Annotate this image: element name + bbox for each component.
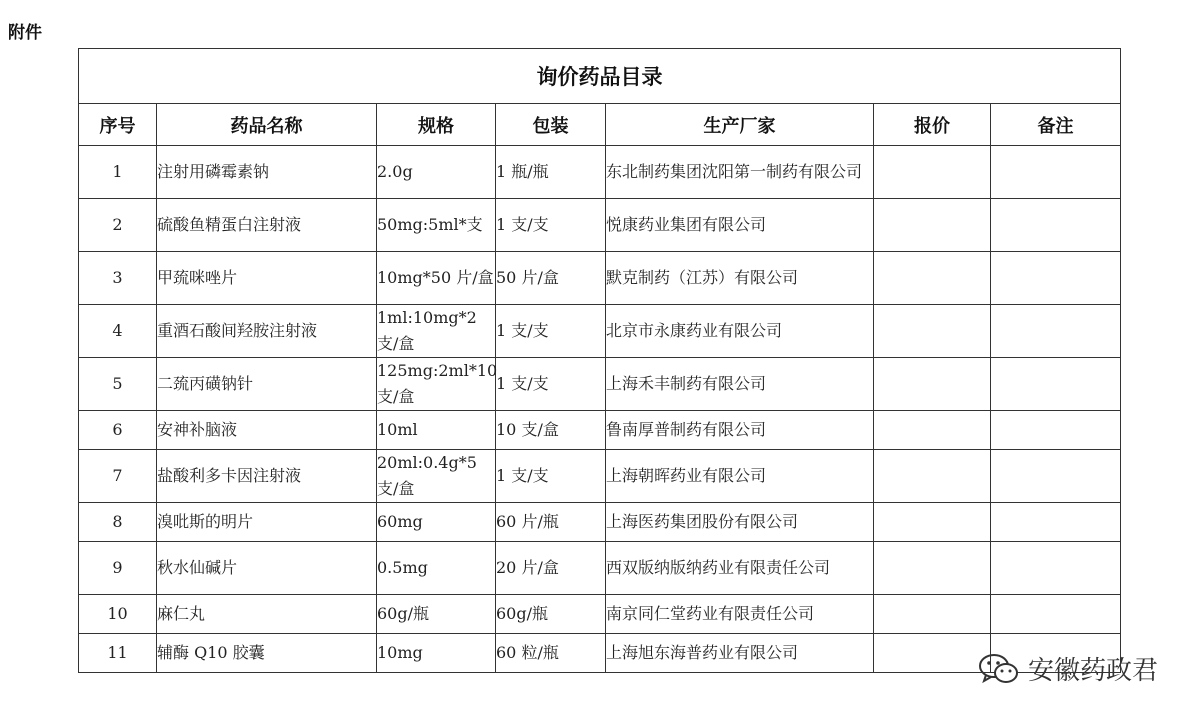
row-index: 10 [79, 595, 157, 634]
remark-cell [991, 358, 1121, 411]
drug-name-cell: 秋水仙碱片 [157, 542, 377, 595]
spec-cell: 50mg:5ml*支 [377, 199, 496, 252]
row-index: 6 [79, 411, 157, 450]
pack-cell: 60 片/瓶 [496, 503, 606, 542]
pack-cell: 1 支/支 [496, 450, 606, 503]
price-cell [874, 542, 991, 595]
pack-cell: 1 支/支 [496, 358, 606, 411]
pack-cell: 50 片/盒 [496, 252, 606, 305]
manufacturer-cell: 南京同仁堂药业有限责任公司 [606, 595, 874, 634]
pack-cell: 60g/瓶 [496, 595, 606, 634]
table-row [79, 595, 1121, 634]
manufacturer-cell: 上海医药集团股份有限公司 [606, 503, 874, 542]
row-index: 9 [79, 542, 157, 595]
drug-name-cell: 硫酸鱼精蛋白注射液 [157, 199, 377, 252]
drug-name-cell: 二巯丙磺钠针 [157, 358, 377, 411]
table-row [79, 411, 1121, 450]
drug-name-cell: 注射用磷霉素钠 [157, 146, 377, 199]
remark-cell [991, 411, 1121, 450]
header-row [79, 104, 1121, 146]
remark-cell [991, 146, 1121, 199]
table-row [79, 503, 1121, 542]
price-cell [874, 146, 991, 199]
drug-catalog-table [78, 48, 1121, 673]
row-index: 11 [79, 634, 157, 673]
spec-cell: 60mg [377, 503, 496, 542]
remark-cell [991, 503, 1121, 542]
spec-cell: 0.5mg [377, 542, 496, 595]
price-cell [874, 305, 991, 358]
spec-cell: 1ml:10mg*2 支/盒 [377, 305, 496, 358]
table-row [79, 199, 1121, 252]
price-cell [874, 503, 991, 542]
pack-cell: 20 片/盒 [496, 542, 606, 595]
remark-cell [991, 305, 1121, 358]
remark-cell [991, 252, 1121, 305]
spec-cell: 125mg:2ml*10 支/盒 [377, 358, 496, 411]
manufacturer-cell: 西双版纳版纳药业有限责任公司 [606, 542, 874, 595]
remark-cell [991, 542, 1121, 595]
table-row [79, 252, 1121, 305]
header-remark: 备注 [991, 104, 1121, 146]
drug-name-cell: 麻仁丸 [157, 595, 377, 634]
price-cell [874, 199, 991, 252]
spec-cell: 60g/瓶 [377, 595, 496, 634]
price-cell [874, 358, 991, 411]
manufacturer-cell: 上海朝晖药业有限公司 [606, 450, 874, 503]
row-index: 3 [79, 252, 157, 305]
price-cell [874, 595, 991, 634]
row-index: 7 [79, 450, 157, 503]
table-row [79, 542, 1121, 595]
drug-name-cell: 重酒石酸间羟胺注射液 [157, 305, 377, 358]
price-cell [874, 450, 991, 503]
manufacturer-cell: 东北制药集团沈阳第一制药有限公司 [606, 146, 874, 199]
pack-cell: 1 支/支 [496, 305, 606, 358]
wechat-icon [978, 652, 1020, 686]
spec-cell: 10ml [377, 411, 496, 450]
drug-name-cell: 盐酸利多卡因注射液 [157, 450, 377, 503]
price-cell [874, 634, 991, 673]
price-cell [874, 411, 991, 450]
spec-cell: 20ml:0.4g*5 支/盒 [377, 450, 496, 503]
row-index: 4 [79, 305, 157, 358]
header-pack: 包装 [496, 104, 606, 146]
watermark-text: 安徽药政君 [1027, 656, 1158, 686]
row-index: 2 [79, 199, 157, 252]
drug-name-cell: 安神补脑液 [157, 411, 377, 450]
row-index: 5 [79, 358, 157, 411]
header-spec: 规格 [377, 104, 496, 146]
manufacturer-cell: 鲁南厚普制药有限公司 [606, 411, 874, 450]
spec-cell: 10mg*50 片/盒 [377, 252, 496, 305]
pack-cell: 1 支/支 [496, 199, 606, 252]
manufacturer-cell: 上海旭东海普药业有限公司 [606, 634, 874, 673]
table-row [79, 358, 1121, 411]
watermark [978, 650, 1158, 687]
pack-cell: 10 支/盒 [496, 411, 606, 450]
row-index: 1 [79, 146, 157, 199]
attachment-label: 附件 [8, 23, 42, 43]
remark-cell [991, 595, 1121, 634]
table-row [79, 634, 1121, 673]
table-row [79, 305, 1121, 358]
manufacturer-cell: 悦康药业集团有限公司 [606, 199, 874, 252]
manufacturer-cell: 默克制药（江苏）有限公司 [606, 252, 874, 305]
price-cell [874, 252, 991, 305]
header-price: 报价 [874, 104, 991, 146]
table-row [79, 146, 1121, 199]
manufacturer-cell: 北京市永康药业有限公司 [606, 305, 874, 358]
pack-cell: 1 瓶/瓶 [496, 146, 606, 199]
remark-cell [991, 450, 1121, 503]
manufacturer-cell: 上海禾丰制药有限公司 [606, 358, 874, 411]
remark-cell [991, 199, 1121, 252]
table-row [79, 450, 1121, 503]
pack-cell: 60 粒/瓶 [496, 634, 606, 673]
header-manufacturer: 生产厂家 [606, 104, 874, 146]
drug-name-cell: 辅酶 Q10 胶囊 [157, 634, 377, 673]
drug-name-cell: 甲巯咪唑片 [157, 252, 377, 305]
spec-cell: 2.0g [377, 146, 496, 199]
header-index: 序号 [79, 104, 157, 146]
header-name: 药品名称 [157, 104, 377, 146]
drug-name-cell: 溴吡斯的明片 [157, 503, 377, 542]
spec-cell: 10mg [377, 634, 496, 673]
table-title: 询价药品目录 [79, 49, 1121, 104]
row-index: 8 [79, 503, 157, 542]
